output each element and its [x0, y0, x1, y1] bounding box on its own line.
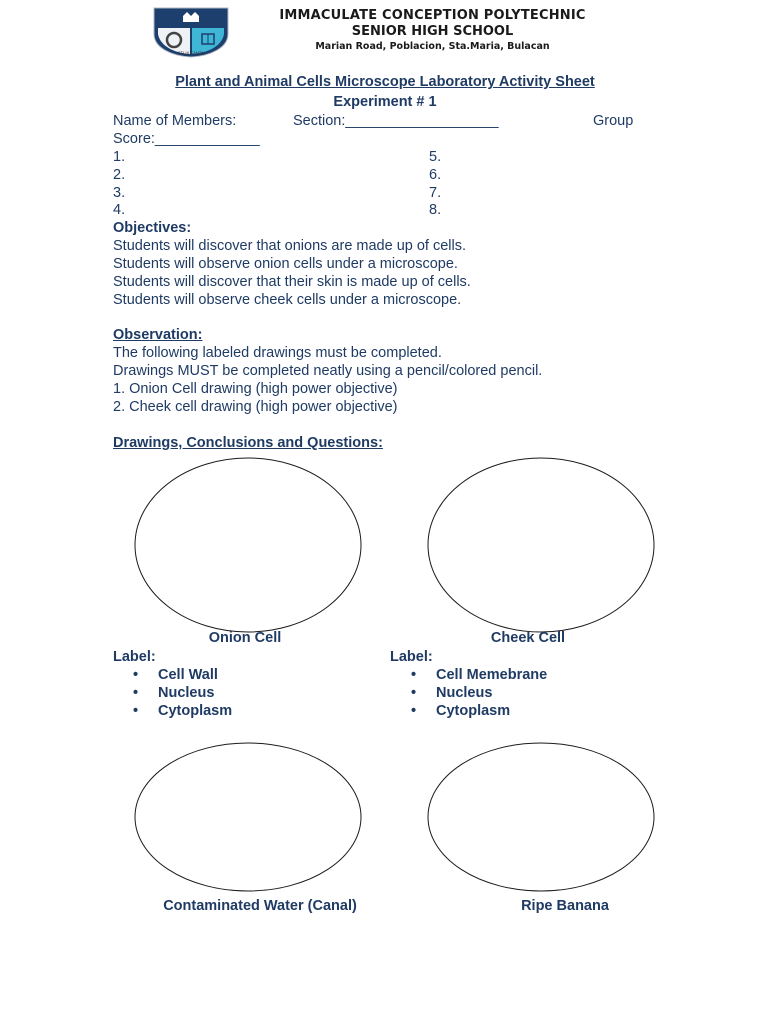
label-text: Cell Memebrane: [436, 667, 548, 683]
member-line[interactable]: 3.: [113, 185, 126, 201]
bullet: •: [411, 703, 417, 719]
label-text: Cytoplasm: [158, 703, 233, 719]
logo-motto: FELIX SANTA: [178, 51, 204, 56]
onion-label-list: [113, 666, 232, 720]
observation-line: 2. Cheek cell drawing (high power objective): [113, 399, 398, 415]
member-line[interactable]: 8.: [429, 202, 442, 218]
onion-label-heading: Label:: [113, 649, 156, 665]
observation-heading: Observation:: [113, 327, 203, 343]
objective-item: Students will discover that onions are made up of cells.: [113, 238, 467, 254]
member-line[interactable]: 5.: [429, 149, 442, 165]
observation-line: The following labeled drawings must be completed.: [113, 345, 442, 361]
member-line[interactable]: 4.: [113, 202, 126, 218]
member-line[interactable]: 1.: [113, 149, 126, 165]
list-item: [113, 684, 232, 702]
objective-item: Students will discover that their skin is made up of cells.: [113, 274, 471, 290]
section-field[interactable]: Section:___________________: [293, 113, 499, 129]
banana-caption: Ripe Banana: [521, 898, 609, 914]
bullet: •: [411, 685, 417, 701]
member-line[interactable]: 6.: [429, 167, 442, 183]
list-item: [113, 666, 232, 684]
banana-drawing-area[interactable]: [428, 743, 654, 891]
list-item: [113, 702, 232, 720]
water-drawing-area[interactable]: [135, 743, 361, 891]
drawings-heading: Drawings, Conclusions and Questions:: [113, 435, 383, 451]
cheek-label-list: [391, 666, 547, 720]
bullet: •: [411, 667, 417, 683]
activity-title: Plant and Animal Cells Microscope Laboratory Activity Sheet: [175, 74, 595, 90]
objectives-heading: Objectives:: [113, 220, 192, 236]
onion-drawing-area[interactable]: [135, 458, 361, 632]
bullet: •: [133, 703, 139, 719]
water-caption: Contaminated Water (Canal): [163, 898, 357, 914]
list-item: [391, 702, 547, 720]
label-text: Cytoplasm: [436, 703, 511, 719]
list-item: [391, 684, 547, 702]
label-text: Nucleus: [158, 685, 215, 701]
experiment-number: Experiment # 1: [333, 94, 437, 110]
score-field[interactable]: Score:_____________: [113, 131, 260, 147]
objective-item: Students will observe onion cells under a microscope.: [113, 256, 458, 272]
cheek-label-heading: Label:: [390, 649, 433, 665]
label-text: Cell Wall: [158, 667, 218, 683]
observation-line: 1. Onion Cell drawing (high power objective): [113, 381, 398, 397]
observation-line: Drawings MUST be completed neatly using a pencil/colored pencil.: [113, 363, 543, 379]
member-line[interactable]: 7.: [429, 185, 442, 201]
school-logo: [152, 4, 230, 58]
member-line[interactable]: 2.: [113, 167, 126, 183]
members-name-label: Name of Members:: [113, 113, 237, 129]
school-name-line2: SENIOR HIGH SCHOOL: [351, 24, 514, 39]
cheek-cell-caption: Cheek Cell: [490, 630, 566, 646]
label-text: Nucleus: [436, 685, 493, 701]
school-name-line1: IMMACULATE CONCEPTION POLYTECHNIC: [279, 8, 586, 23]
bullet: •: [133, 667, 139, 683]
bullet: •: [133, 685, 139, 701]
objective-item: Students will observe cheek cells under a microscope.: [113, 292, 462, 308]
cheek-drawing-area[interactable]: [428, 458, 654, 632]
school-address: Marian Road, Poblacion, Sta.Maria, Bulacan: [315, 41, 550, 52]
onion-cell-caption: Onion Cell: [208, 630, 282, 646]
group-label: Group: [593, 113, 634, 129]
list-item: [391, 666, 547, 684]
